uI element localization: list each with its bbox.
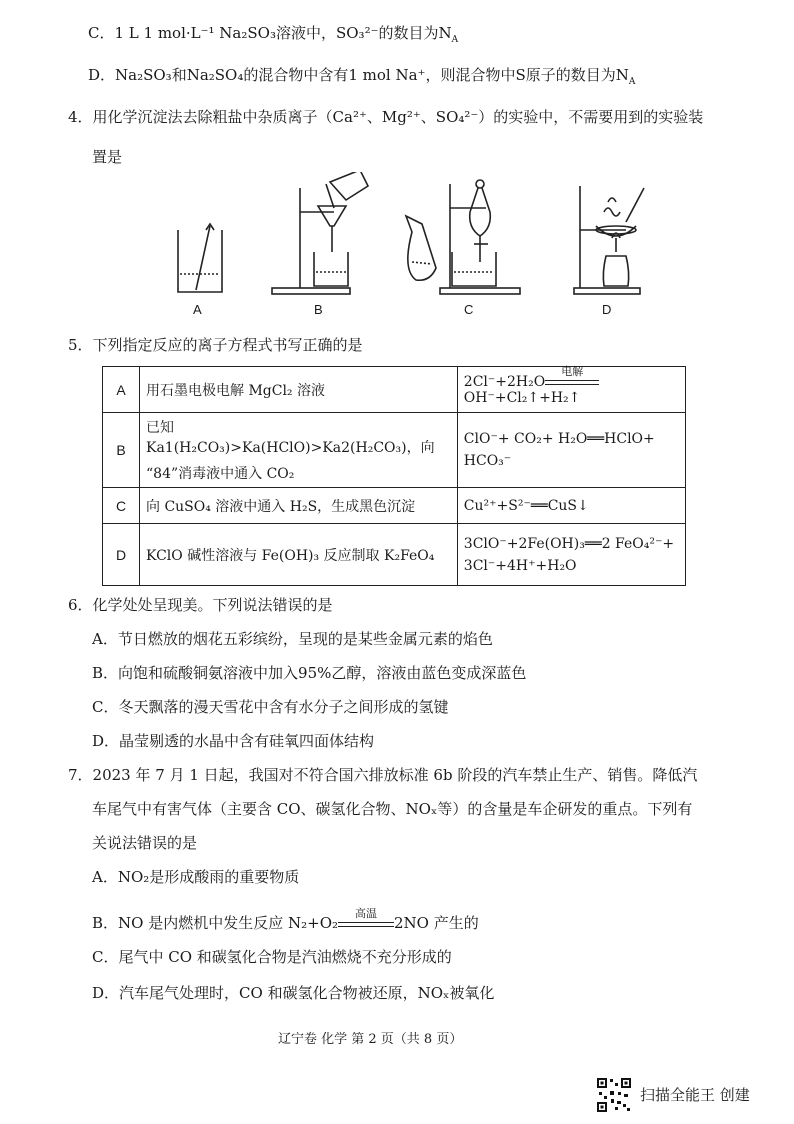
row-equation: 2Cl⁻+2H₂O 电解 OH⁻+Cl₂↑+H₂↑: [457, 367, 685, 413]
table-row: [103, 524, 686, 586]
row-description: KClO 碱性溶液与 Fe(OH)₃ 反应制取 K₂FeO₄: [140, 524, 458, 586]
row-equation: ClO⁻+ CO₂+ H₂O══HClO+ HCO₃⁻: [457, 413, 685, 488]
q5-stem: 5．下列指定反应的离子方程式书写正确的是: [68, 336, 363, 354]
q7-option-b: B．NO 是内燃机中发生反应 N₂+O₂ 高温 2NO 产生的: [92, 907, 479, 932]
qr-code-icon: [596, 1077, 632, 1113]
q6-option-a: A．节日燃放的烟花五彩缤纷，呈现的是某些金属元素的焰色: [92, 630, 493, 648]
q7-stem-line1: 7．2023 年 7 月 1 日起，我国对不符合国六排放标准 6b 阶段的汽车禁止生产、销售。降低汽: [68, 766, 698, 784]
q6-option-d: D．晶莹剔透的水晶中含有硅氧四面体结构: [92, 732, 375, 750]
q4-label-d: D: [602, 302, 612, 317]
q4-label-a: A: [193, 302, 202, 317]
row-equation: Cu²⁺+S²⁻══CuS↓: [457, 488, 685, 524]
q4-stem-line1: 4．用化学沉淀法去除粗盐中杂质离子（Ca²⁺、Mg²⁺、SO₄²⁻）的实验中，不需要用到的实验装: [68, 108, 704, 126]
evaporating-dish-icon: [574, 186, 644, 294]
q4-stem-line2: 置是: [92, 148, 123, 166]
scanner-watermark: 扫描全能王 创建: [640, 1086, 750, 1104]
q7-stem-line2: 车尾气中有害气体（主要含 CO、碳氢化合物、NOₓ等）的含量是车企研发的重点。下列有: [92, 800, 693, 818]
q5-reaction-table: [102, 366, 686, 586]
q7-option-d: D．汽车尾气处理时，CO 和碳氢化合物被还原，NOₓ被氧化: [92, 984, 495, 1002]
row-key: A: [103, 367, 140, 413]
table-row: [103, 367, 686, 413]
page-footer: 辽宁卷 化学 第 2 页（共 8 页）: [278, 1032, 463, 1047]
q6-option-b: B．向饱和硫酸铜氨溶液中加入95%乙醇，溶液由蓝色变成深蓝色: [92, 664, 527, 682]
q6-stem: 6．化学处处呈现美。下列说法错误的是: [68, 596, 333, 614]
row-equation: 3ClO⁻+2Fe(OH)₃══2 FeO₄²⁻+ 3Cl⁻+4H⁺+H₂O: [457, 524, 685, 586]
q3-option-c: C．1 L 1 mol·L⁻¹ Na₂SO₃溶液中，SO₃²⁻的数目为$N_A$: [88, 24, 459, 45]
table-row: [103, 488, 686, 524]
row-description: 用石墨电极电解 MgCl₂ 溶液: [140, 367, 458, 413]
q4-label-c: C: [464, 302, 474, 317]
q7-option-c: C．尾气中 CO 和碳氢化合物是汽油燃烧不充分形成的: [92, 948, 452, 966]
table-row: [103, 413, 686, 488]
row-key: B: [103, 413, 140, 488]
row-key: D: [103, 524, 140, 586]
q7-stem-line3: 关说法错误的是: [92, 834, 198, 852]
row-key: C: [103, 488, 140, 524]
separatory-funnel-icon: [406, 180, 520, 294]
q6-option-c: C．冬天飘落的漫天雪花中含有水分子之间形成的氢键: [92, 698, 449, 716]
row-description: 已知 Ka1(H₂CO₃)>Ka(HClO)>Ka2(H₂CO₃)，向 “84”消毒液中通入 CO₂: [140, 413, 458, 488]
beaker-stirring-icon: [178, 224, 222, 292]
row-description: 向 CuSO₄ 溶液中通入 H₂S，生成黑色沉淀: [140, 488, 458, 524]
q7-option-a: A．NO₂是形成酸雨的重要物质: [92, 868, 300, 886]
q4-apparatus-figure: [150, 172, 660, 302]
filtration-setup-icon: [272, 172, 368, 294]
q4-label-b: B: [314, 302, 323, 317]
q3-option-d: D．Na₂SO₃和Na₂SO₄的混合物中含有1 mol Na⁺，则混合物中S原子的数目为$N_A$: [88, 66, 636, 87]
